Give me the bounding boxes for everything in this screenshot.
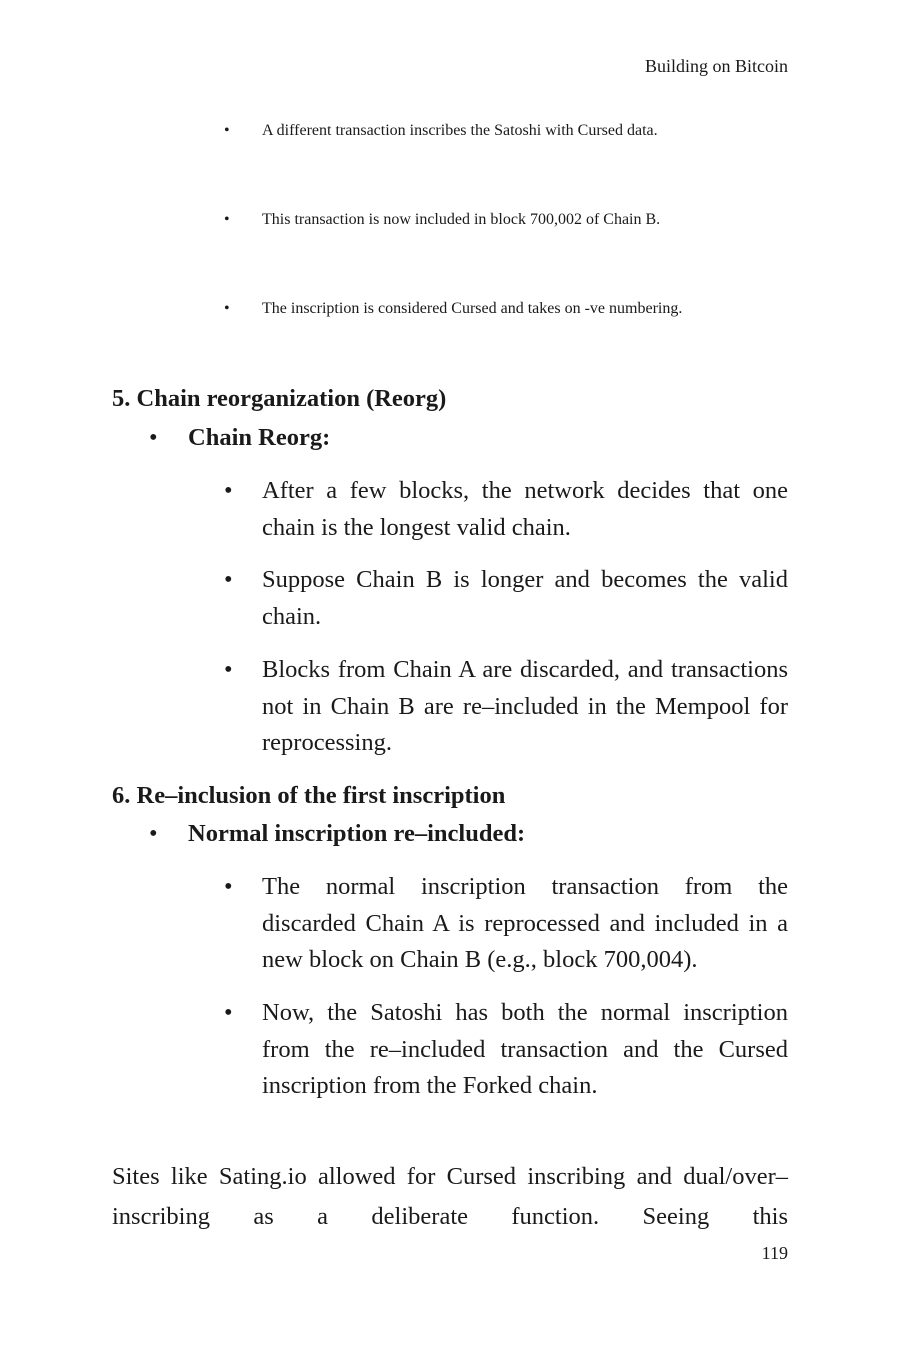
list-item-text: After a few blocks, the network decides that one chain is the longest valid chain. (262, 477, 788, 541)
list-item (151, 995, 788, 1105)
list-item-text: This transaction is now included in block 700,002 of Chain B. (262, 211, 661, 228)
body-paragraph: Sites like Sating.io allowed for Cursed inscribing and dual/over–inscribing as a deliberate function. Seeing this (112, 1163, 788, 1230)
list-item (151, 202, 788, 239)
bullet-icon: • (149, 820, 158, 847)
running-header: Building on Bitcoin (644, 56, 788, 76)
list-item (151, 869, 788, 979)
list-item-text: A different transaction inscribes the Satoshi with Cursed data. (262, 122, 658, 139)
bullet-icon: • (224, 477, 233, 504)
bullet-icon: • (224, 656, 233, 683)
sub-heading: Chain Reorg: (188, 424, 331, 451)
list-item (151, 473, 788, 546)
list-item (151, 562, 788, 635)
bullet-icon: • (224, 300, 230, 317)
sub-list-item (151, 420, 330, 457)
bullet-icon: • (149, 424, 158, 451)
list-item-text: The inscription is considered Cursed and takes on -ve numbering. (262, 300, 683, 317)
section-heading: 5. Chain reorganization (Reorg) (112, 385, 447, 412)
list-item-text: Blocks from Chain A are discarded, and transactions not in Chain B are re–included in the Mempool for reprocessing. (262, 656, 788, 757)
bullet-icon: • (224, 999, 233, 1026)
section-heading: 6. Re–inclusion of the first inscription (112, 782, 506, 809)
list-item-text: Now, the Satoshi has both the normal inscription from the re–included transaction and the Cursed inscription from the Forked chain. (262, 999, 788, 1100)
list-item (151, 113, 788, 150)
bullet-icon: • (224, 873, 233, 900)
list-item (151, 652, 788, 762)
list-item-text: Suppose Chain B is longer and becomes the valid chain. (262, 566, 788, 630)
list-item-text: The normal inscription transaction from the discarded Chain A is reprocessed and included in a new block on Chain B (e.g., block 700,004). (262, 873, 788, 974)
page-number: 119 (761, 1243, 788, 1263)
sub-heading: Normal inscription re–included: (188, 820, 526, 847)
sub-list-item (151, 816, 525, 853)
bullet-icon: • (224, 122, 230, 139)
list-item (151, 291, 788, 328)
bullet-icon: • (224, 566, 233, 593)
bullet-icon: • (224, 211, 230, 228)
